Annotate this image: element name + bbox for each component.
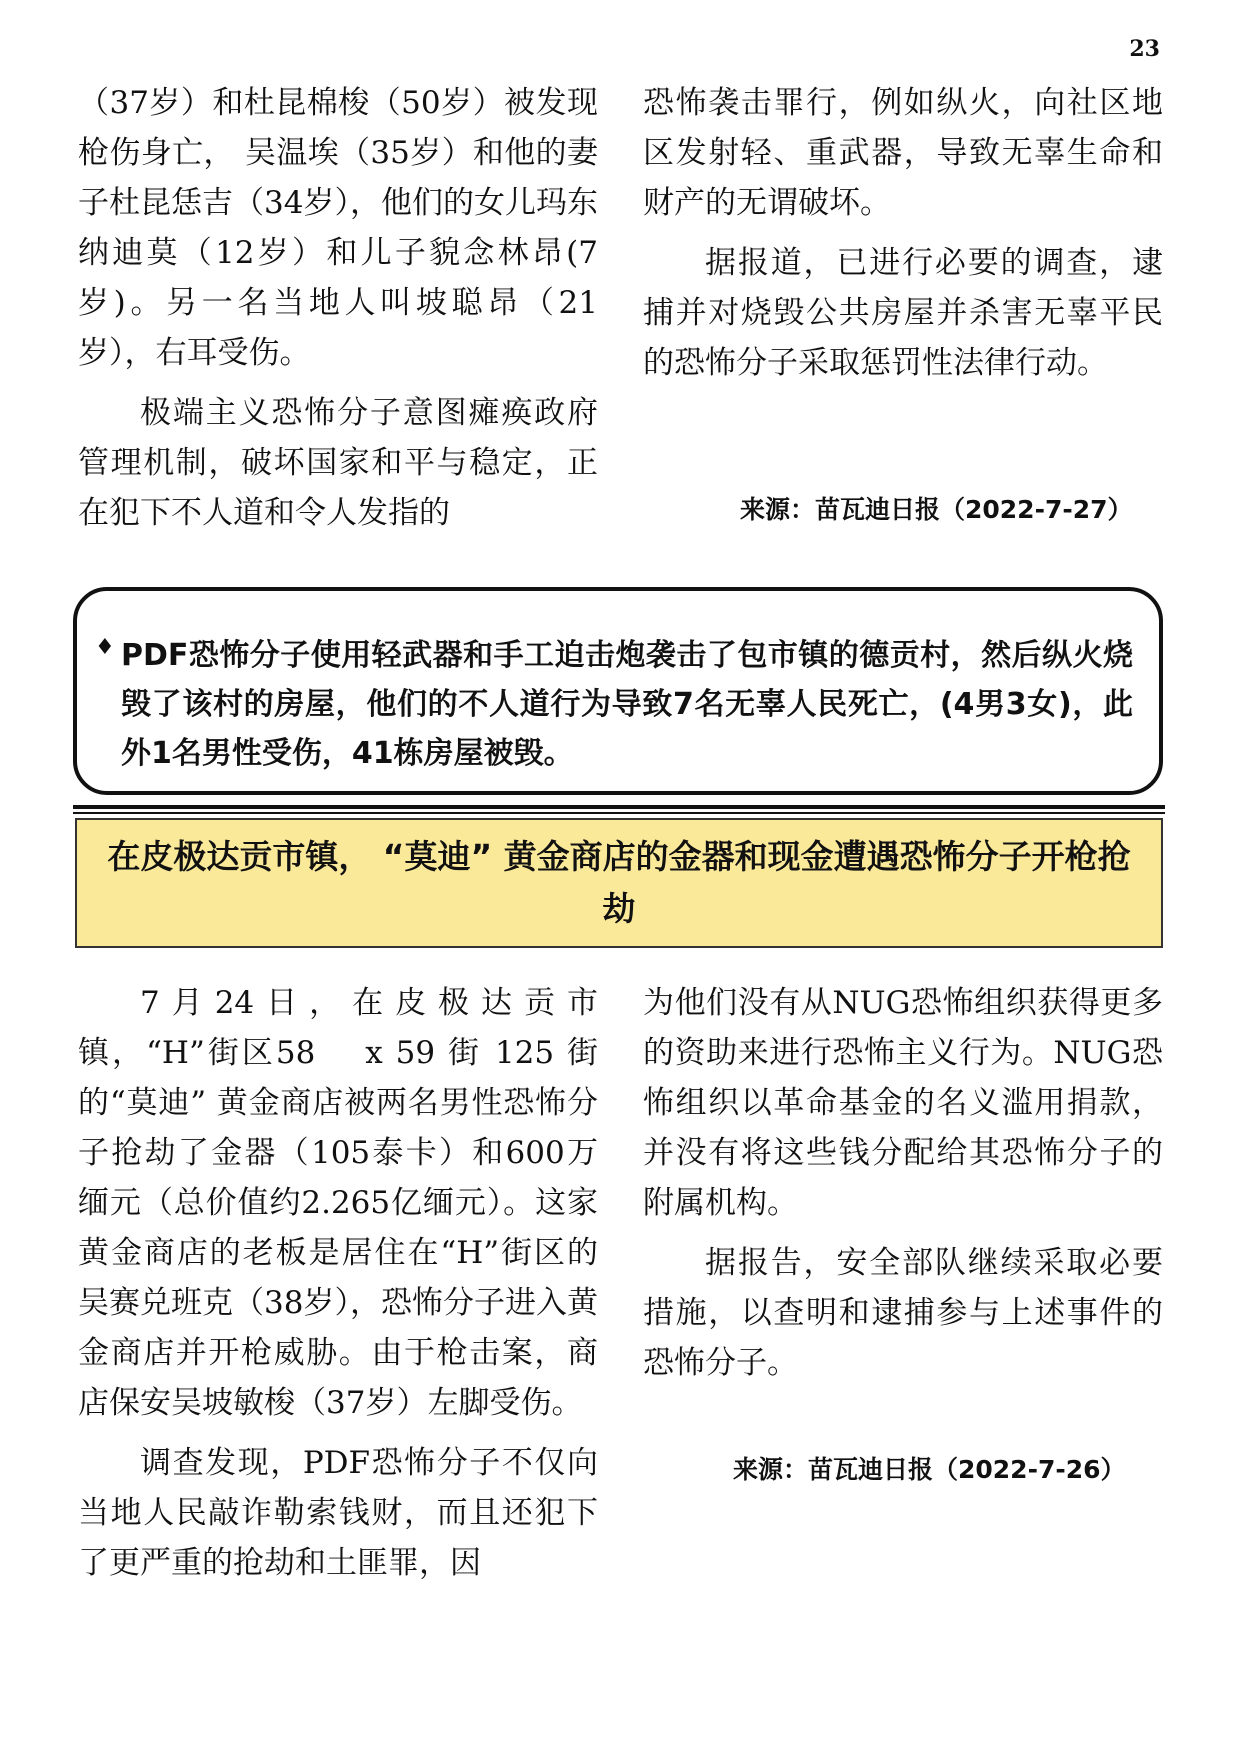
article-right-column [643,978,1163,1398]
paragraph: 7月24日，在皮极达贡市镇，“H”街区58 x 59 街 125 街的“莫迪” 黄金商店被两名男性恐怖分子抢劫了金器（105泰卡）和600万缅元（总价值约2.265亿缅元）。这家黄金商店的老板是居住在“H”街区的吴赛兑班克（38岁），恐怖分子进入黄金商店并开枪威胁。由于枪击案，商店保安吴坡敏梭（37岁）左脚受伤。 [78,985,598,1421]
paragraph: 据报道，已进行必要的调查，逮捕并对烧毁公共房屋并杀害无辜平民的恐怖分子采取惩罚性法律行动。 [643,245,1163,381]
diamond-bullet-icon: ♦ [95,635,115,660]
paragraph: 为他们没有从NUG恐怖组织获得更多的资助来进行恐怖主义行为。NUG恐怖组织以革命基金的名义滥用捐款，并没有将这些钱分配给其恐怖分子的附属机构。 [643,985,1163,1221]
paragraph: （37岁）和杜昆棉梭（50岁）被发现枪伤身亡， 吴温埃（35岁）和他的妻子杜昆恁吉（34岁），他们的女儿玛东纳迪莫（12岁）和儿子貌念林昂(7岁)。另一名当地人叫坡聪昂（21岁），右耳受伤。 [78,85,598,371]
divider [73,812,1165,814]
top-right-column [643,78,1163,398]
source-citation: 来源：苗瓦迪日报（2022-7-27） [740,495,1133,524]
article-headline: 在皮极达贡市镇， “莫迪” 黄金商店的金器和现金遭遇恐怖分子开枪抢劫 [75,818,1163,948]
paragraph: 恐怖袭击罪行，例如纵火，向社区地区发射轻、重武器，导致无辜生命和财产的无谓破坏。 [643,85,1163,221]
paragraph: 调查发现，PDF恐怖分子不仅向当地人民敲诈勒索钱财，而且还犯下了更严重的抢劫和土匪罪，因 [78,1445,598,1581]
article-left-column [78,978,598,1598]
paragraph: 极端主义恐怖分子意图瘫痪政府管理机制，破坏国家和平与稳定，正在犯下不人道和令人发指的 [78,395,598,531]
callout-text: PDF恐怖分子使用轻武器和手工迫击炮袭击了包市镇的德贡村，然后纵火烧毁了该村的房屋，他们的不人道行为导致7名无辜人民死亡，(4男3女)，此外1名男性受伤，41栋房屋被毁。 [121,638,1133,771]
divider [73,805,1165,809]
top-left-column [78,78,598,548]
source-citation: 来源：苗瓦迪日报（2022-7-26） [733,1455,1126,1484]
paragraph: 据报告，安全部队继续采取必要措施，以查明和逮捕参与上述事件的恐怖分子。 [643,1245,1163,1381]
page-number: 23 [1129,36,1160,62]
callout-box [73,587,1163,795]
